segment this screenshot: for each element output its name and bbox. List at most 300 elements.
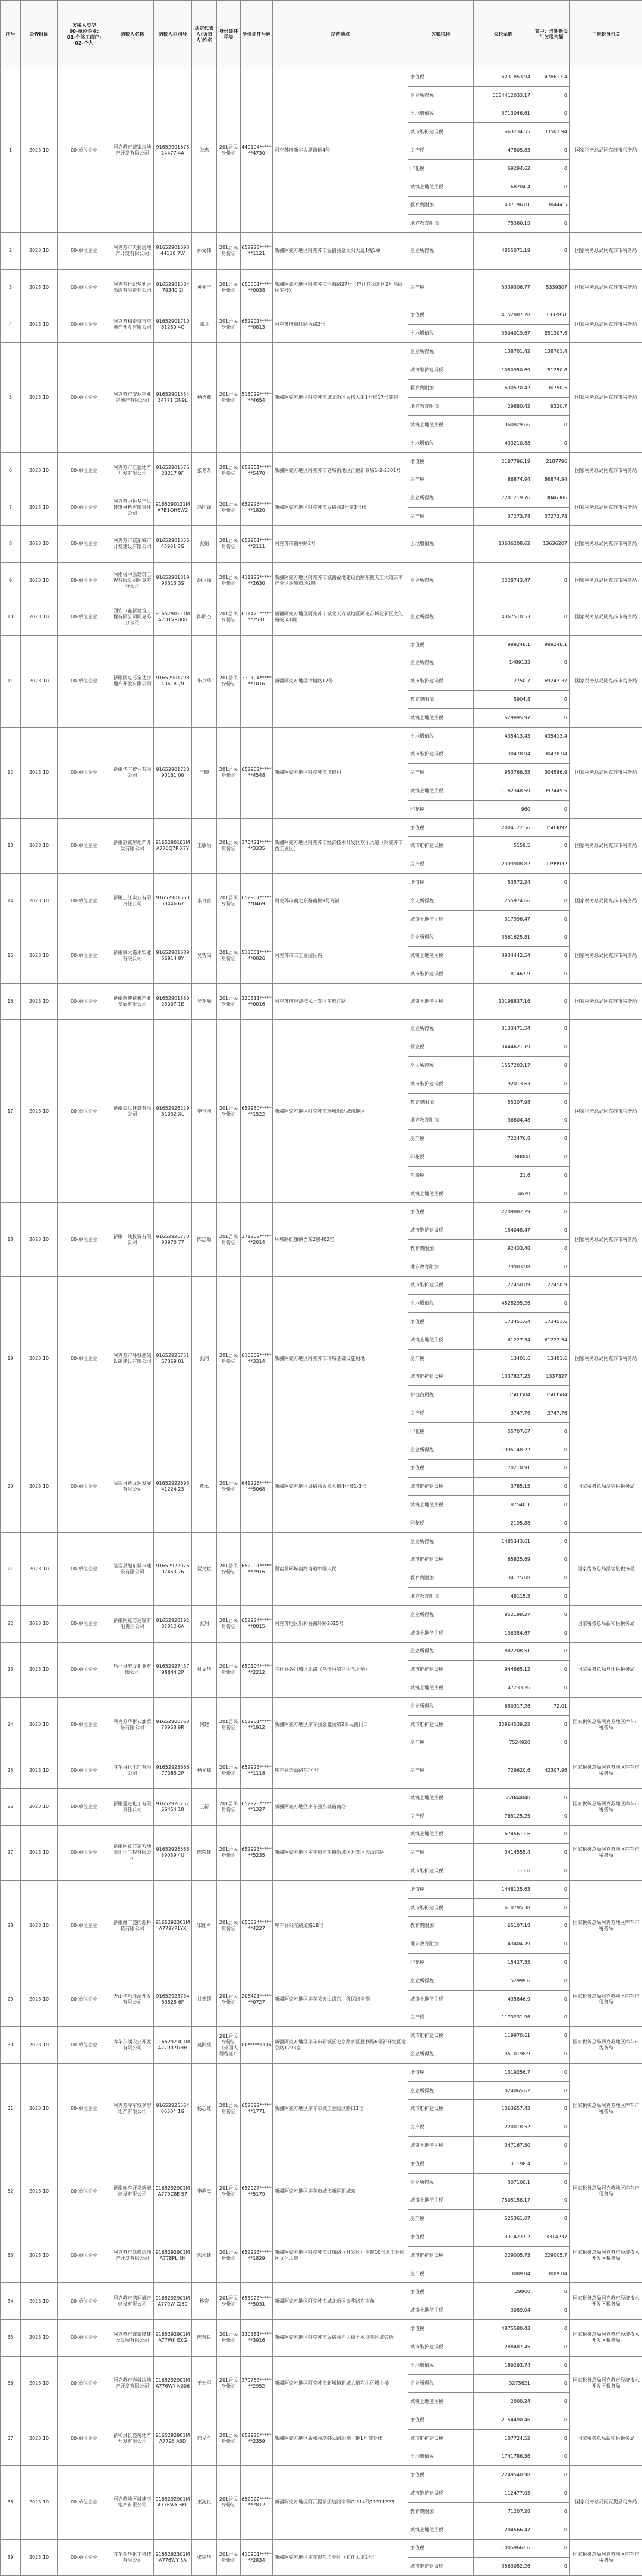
taxpayer-name: 乌什县旅文化业有限公司 [111,1642,154,1697]
taxpayer-id: 9165290157623217 9F [154,452,192,489]
new-arrears-balance: 0 [533,215,570,233]
arrears-balance: 48115.5 [474,1588,533,1606]
taxpayer-name: 新疆盈远建设有限公司 [111,1020,154,1203]
arrears-balance: 173451.64 [474,1313,533,1331]
arrears-balance: 138701.42 [474,342,533,361]
arrears-balance: 10059662.6 [474,2539,533,2558]
taxpayer-id: 9165290172090161 00 [154,727,192,818]
arrears-balance: 3785.15 [474,1478,533,1496]
taxpayer-name: 新疆华丰置业有限公司 [111,727,154,818]
new-arrears-balance: 0 [533,1130,570,1148]
legal-representative: 郭龙 [192,306,217,343]
taxpayer-id: 9165292901MA776WY 6KL [154,2466,192,2539]
taxpayer-name: 西安市鑫新建筑工程有限公司阿克苏分公司 [111,599,154,636]
arrears-balance: 3747.76 [474,1404,533,1423]
announce-date: 2023.10 [21,1020,58,1203]
id-type: 201居民身份证 [217,818,241,873]
arrears-balance: 122450.89 [474,1276,533,1295]
legal-representative: 张翔 [192,1605,217,1642]
arrears-balance: 2209882.29 [474,1203,533,1221]
arrears-balance: 729620.6 [474,1752,533,1789]
arrears-balance: 3414555.4 [474,1844,533,1862]
taxpayer-type: 00-单位企业 [58,1605,111,1642]
legal-representative: 王晓 [192,727,217,818]
arrears-balance: 189293.74 [474,2356,533,2375]
new-arrears-balance: 0 [533,1844,570,1862]
new-arrears-balance: 33502.94 [533,123,570,141]
tax-type: 房产税 [408,2210,474,2228]
new-arrears-balance: 0 [533,1221,570,1240]
taxpayer-id: 9165290155434771 QN9L [154,342,192,452]
id-type: 201居民身份证 [217,525,241,562]
tax-authority: 国家税务总局阿克苏市税务局 [570,489,642,526]
column-header: 纳税人名称 [111,1,154,68]
tax-authority: 国家税务总局阿克苏市税务局 [570,928,642,983]
business-address: 新疆阿克苏地区库车市东工业区（石化大道2号） [273,2539,408,2576]
id-number: 652902*******4548 [241,727,273,818]
business-address: 乌什县各门城区北路（乌什县第三中学北侧） [273,1642,408,1697]
tax-type: 房产税 [408,471,474,489]
arrears-balance: 610795.38 [474,1898,533,1917]
business-address: 新疆阿克苏地区阿克苏市经济技术开发区欢乐大道（阿克苏市西工业区） [273,818,408,873]
row-number: 26 [1,1788,21,1825]
table-row [1,818,642,837]
business-address: 新疆阿克苏地区阿克苏市城南福地建设西路东侧天王大道东南产业区金黑市场2幢 [273,562,408,599]
tax-type: 企业所得税 [408,1642,474,1661]
tax-authority: 国家税务总局阿克苏市税务局 [570,562,642,599]
id-type: 201居民身份证 [217,489,241,526]
business-address: 温宿县环城南路南道中国人民 [273,1532,408,1605]
new-arrears-balance: 0 [533,1898,570,1917]
arrears-balance: 2187796.19 [474,452,533,471]
legal-representative: 张冬升 [192,452,217,489]
new-arrears-balance: 0 [533,1551,570,1569]
new-arrears-balance: 0 [533,2283,570,2301]
arrears-balance: 6231853.94 [474,68,533,87]
new-arrears-balance: 0 [533,1496,570,1514]
business-address: 环城路红旗镇吾东2幢402室 [273,1203,408,1276]
new-arrears-balance: 0 [533,2191,570,2210]
tax-type: 企业所得税 [408,2173,474,2191]
business-address: 新疆阿克苏地区库车市城市新区新城东 [273,2155,408,2228]
tax-type: 企业所得税 [408,233,474,270]
tax-type: 城市维护建设税 [408,2027,474,2045]
arrears-balance: 13401.6 [474,1349,533,1368]
arrears-balance: 55707.67 [474,1422,533,1441]
taxpayer-type: 00-单位企业 [58,727,111,818]
taxpayer-type: 00-单位企业 [58,525,111,562]
taxpayer-type: 00-单位企业 [58,1825,111,1880]
arrears-balance: 86874.94 [474,471,533,489]
announce-date: 2023.10 [21,2539,58,2576]
row-number: 29 [1,1972,21,2026]
table-row [1,1825,642,1844]
column-header: 法定代表人(负责人)姓名 [192,1,217,68]
id-number: 610802*******3314 [241,1276,273,1441]
legal-representative: 王海良 [192,2466,217,2539]
tax-type: 教育费附加 [408,1917,474,1935]
taxpayer-name: 阿克苏和泰城市房地产开发有限公司 [111,306,154,343]
table-row [1,2155,642,2173]
tax-type: 营业税 [408,1038,474,1057]
legal-representative: 冯国锋 [192,489,217,526]
tax-authority: 国家税务总局阿克苏地区库车市税务局 [570,2539,642,2576]
new-arrears-balance: 0 [533,86,570,105]
id-type: 201居民身份证 [217,1825,241,1880]
arrears-balance: 170210.91 [474,1459,533,1478]
id-type: 201居民身份证 [217,1020,241,1203]
table-row [1,1697,642,1715]
announce-date: 2023.10 [21,1203,58,1276]
taxpayer-name: 温宿县旭东城市建设有限公司 [111,1532,154,1605]
taxpayer-id: 9165292301MA779YP1YX [154,1880,192,1972]
new-arrears-balance: 229005.7 [533,2246,570,2265]
id-type: 201居民身份证 [217,983,241,1020]
column-header: 序号 [1,1,21,68]
id-number: 652928*******1121 [241,233,273,270]
taxpayer-id: 9165290156053446 67 [154,874,192,928]
arrears-balance: 3133471.54 [474,1020,533,1038]
new-arrears-balance: 0 [533,1605,570,1624]
row-number: 30 [1,2027,21,2064]
id-number: 206421*******0727 [241,1972,273,2026]
id-type: 201居民身份证 [217,1203,241,1276]
taxpayer-type: 00-单位企业 [58,68,111,233]
tax-authority: 国家税务总局阿克苏市经济技术开发区税务局 [570,2320,642,2357]
announce-date: 2023.10 [21,525,58,562]
taxpayer-id: 9165292901MA778PL 3H [154,2228,192,2283]
new-arrears-balance: 72.01 [533,1697,570,1715]
taxpayer-name: 库车金华化工科技有限公司 [111,2539,154,2576]
new-arrears-balance: 5339307 [533,269,570,306]
row-number: 38 [1,2466,21,2539]
taxpayer-id: 9165290101MA776Q7P X7Y [154,818,192,873]
tax-type: 房产税 [408,2118,474,2137]
arrears-balance: 7201219.76 [474,489,533,508]
business-address: 新疆阿克苏地区阿克苏市红旗路（开发区）南侧10号北工业园区文化大厦 [273,2228,408,2283]
tax-type: 城镇土地使用税 [408,2521,474,2539]
row-number: 17 [1,1020,21,1203]
taxpayer-id: 9165292901MA776WY N006 [154,2356,192,2411]
announce-date: 2023.10 [21,727,58,818]
arrears-balance: 437196.01 [474,196,533,215]
id-number: 652923*******1829 [241,2228,273,2283]
tax-type: 教育费附加 [408,379,474,398]
row-number: 3 [1,269,21,306]
row-number: 27 [1,1825,21,1880]
tax-type: 房产税 [408,1130,474,1148]
id-number: 652923*******1118 [241,1752,273,1789]
id-number: 330381*******3916 [241,2320,273,2357]
business-address: 新疆阿克苏地区新和县塔韩公路北侧一期1号商业楼 [273,2411,408,2466]
row-number: 33 [1,2228,21,2283]
tax-type: 房产税 [408,2008,474,2027]
business-address: 库车县阳光路道路18号 [273,1880,408,1972]
business-address: 新疆阿克苏地区阿克苏市新城镇新城大道东小区城中楼 [273,2356,408,2411]
id-number: 652923*******5235 [241,1825,273,1880]
id-type: 201居民身份证 [217,635,241,727]
announce-date: 2023.10 [21,1532,58,1605]
tax-authority: 国家税务总局新和县税务局 [570,2411,642,2466]
table-row [1,1605,642,1624]
tax-type: 增值税 [408,2539,474,2558]
new-arrears-balance: 0 [533,434,570,452]
table-row [1,1441,642,1459]
announce-date: 2023.10 [21,2063,58,2155]
taxpayer-name: 阿克苏库车城乡房地产有限公司 [111,2063,154,2155]
row-number: 1 [1,68,21,233]
row-number: 10 [1,599,21,636]
arrears-balance: 6745611.6 [474,1825,533,1844]
tax-type: 印花税 [408,1514,474,1532]
taxpayer-name: 新疆一线投资有限公司 [111,1203,154,1276]
tax-type: 城市维护建设税 [408,2338,474,2356]
legal-representative: 孙文伟 [192,233,217,270]
id-number: 652923*******1327 [241,1788,273,1825]
new-arrears-balance: 0 [533,2466,570,2484]
new-arrears-balance: 0 [533,2027,570,2045]
announce-date: 2023.10 [21,2283,58,2320]
new-arrears-balance: 0 [533,2008,570,2027]
new-arrears-balance: 3747.76 [533,1404,570,1423]
id-number: 650001*******0038 [241,269,273,306]
taxpayer-name: 新疆康大嘉水实业有限公司 [111,928,154,983]
tax-authority: 国家税务总局温宿县税务局 [570,1532,642,1605]
new-arrears-balance: 0 [533,2210,570,2228]
tax-type: 教育费附加 [408,196,474,215]
new-arrears-balance: 51250.8 [533,361,570,379]
tax-authority: 国家税务总局阿克苏市税务局 [570,599,642,636]
arrears-balance: 3275621 [474,2375,533,2393]
announce-date: 2023.10 [21,2320,58,2357]
new-arrears-balance: 0 [533,892,570,910]
tax-type: 土地增值税 [408,727,474,745]
legal-representative: 陈春良 [192,2320,217,2357]
table-row [1,1642,642,1661]
tax-authority: 国家税务总局阿克苏市经济技术开发区税务局 [570,2228,642,2283]
business-address: 新疆阿克苏地区库车县东城路商场 [273,1788,408,1825]
arrears-balance: 307100.1 [474,2173,533,2191]
new-arrears-balance: 0 [533,1514,570,1532]
arrears-balance: 630570.42 [474,379,533,398]
tax-type: 企业所得税 [408,1532,474,1551]
id-type: 201居民身份证 [217,1752,241,1789]
arrears-balance: 2154490.46 [474,2411,533,2430]
tax-type: 房产税 [408,1752,474,1789]
new-arrears-balance: 138701.4 [533,342,570,361]
arrears-balance: 10198837.16 [474,983,533,1020]
arrears-balance: 204566.47 [474,2521,533,2539]
id-type: 201居民身份证 [217,2155,241,2228]
legal-representative: 付文华 [192,1642,217,1697]
new-arrears-balance: 0 [533,1935,570,1954]
announce-date: 2023.10 [21,233,58,270]
legal-representative: 杨勇燕 [192,342,217,452]
announce-date: 2023.10 [21,2228,58,2283]
table-row [1,1276,642,1295]
arrears-balance: 1995148.22 [474,1441,533,1459]
arrears-balance: 2228743.47 [474,562,533,599]
new-arrears-balance: 61227.54 [533,1331,570,1349]
taxpayer-type: 00-单位企业 [58,1276,111,1441]
taxpayer-id: 9165292677093970 77 [154,1203,192,1276]
new-arrears-balance: 0 [533,2375,570,2393]
table-row [1,2228,642,2247]
tax-type: 印花税 [408,159,474,178]
tax-authority: 国家税务总局阿克苏市税务局 [570,727,642,818]
new-arrears-balance: 37273.78 [533,508,570,526]
new-arrears-balance: 0 [533,2137,570,2155]
taxpayer-id: 9165292207607453 76 [154,1532,192,1605]
new-arrears-balance: 0 [533,2539,570,2558]
table-row [1,2063,642,2081]
id-type: 201居民身份证 [217,1532,241,1605]
new-arrears-balance: 0 [533,837,570,855]
taxpayer-id: 9165290158479340 2J [154,269,192,306]
id-type: 201居民身份证 [217,562,241,599]
row-number: 36 [1,2356,21,2411]
taxpayer-id: 9165292301MA776WY 5A [154,2539,192,2576]
taxpayer-id: 9165290131MA7D1VRU00 [154,599,192,636]
table-body [1,68,642,2576]
tax-type: 企业所得税 [408,2081,474,2100]
table-row [1,525,642,562]
arrears-balance: 43404.79 [474,1935,533,1954]
taxpayer-id: 9165290168956914 8Y [154,928,192,983]
id-number: 652926*******2359 [241,2411,273,2466]
taxpayer-name: 阿克苏市凯峰房地产开发有限公司 [111,2228,154,2283]
id-type: 201居民身份证 [217,928,241,983]
tax-authority: 国家税务总局阿克苏地区库车市税务局 [570,1972,642,2026]
id-type: 201居民身份证 [217,727,241,818]
tax-type: 城市维护建设税 [408,1551,474,1569]
arrears-balance: 37273.78 [474,508,533,526]
id-type: 201居民身份证 [217,1697,241,1752]
taxpayer-id: 9165292901MA7796 A5D [154,2411,192,2466]
new-arrears-balance: 0 [533,1441,570,1459]
new-arrears-balance: 30750.5 [533,379,570,398]
business-address: 新疆阿克苏地区阿瓦提县团结路南侧G-314线11211223 [273,2466,408,2539]
id-number: 652301*******5470 [241,452,273,489]
new-arrears-balance: 0 [533,1862,570,1881]
tax-type: 城市维护建设税 [408,123,474,141]
tax-type: 地方教育附加 [408,215,474,233]
new-arrears-balance: 0 [533,1734,570,1752]
new-arrears-balance: 435413.4 [533,727,570,745]
arrears-balance: 2195.88 [474,1514,533,1532]
new-arrears-balance: 397449.5 [533,782,570,801]
tax-type: 城镇土地使用税 [408,1185,474,1203]
tax-type: 房产税 [408,1844,474,1862]
tax-type: 增值税 [408,1459,474,1478]
id-number: 513001*******0026 [241,928,273,983]
tax-type: 教育费附加 [408,2502,474,2521]
taxpayer-name: 新疆新迎花机产业发展有限公司 [111,983,154,1020]
table-row [1,2466,642,2484]
table-row [1,1880,642,1898]
taxpayer-name: 库车县化工厂有限公司 [111,1752,154,1789]
tax-type: 企业所得税 [408,1605,474,1624]
taxpayer-id: 9165290179810618 79 [154,635,192,727]
table-row [1,2356,642,2375]
id-type: 201居民身份证 [217,1605,241,1642]
tax-type: 城镇土地使用税 [408,983,474,1020]
new-arrears-balance: 0 [533,1532,570,1551]
tax-type: 房产税 [408,1404,474,1423]
row-number: 20 [1,1441,21,1532]
tax-type: 房产税 [408,855,474,874]
arrears-balance: 29680.42 [474,398,533,416]
business-address: 阿克苏市二工业园区内 [273,928,408,983]
arrears-balance: 953766.55 [474,764,533,782]
table-row [1,342,642,361]
arrears-balance: 1489133 [474,654,533,672]
new-arrears-balance: 0 [533,1258,570,1276]
arrears-balance: 71207.28 [474,2502,533,2521]
arrears-balance: 1024065.62 [474,2081,533,2100]
tax-type: 企业所得税 [408,599,474,636]
tax-type: 企业所得税 [408,342,474,361]
taxpayer-type: 00-单位企业 [58,452,111,489]
taxpayer-name: 阿克苏市诚东城市开发建设有限公司 [111,525,154,562]
tax-authority: 国家税务总局阿克苏市税务局 [570,233,642,270]
taxpayer-name: 温宿县新龙运发展有限公司 [111,1441,154,1532]
new-arrears-balance: 3089.04 [533,2265,570,2283]
taxpayer-name: 阿克苏市春城房地产开发有限公司 [111,2356,154,2411]
tax-type: 地方教育附加 [408,1935,474,1954]
taxpayer-type: 00-单位企业 [58,489,111,526]
id-number: 641226*******5068 [241,1441,273,1532]
business-address: 新疆阿克苏地区阿克苏市温宿县2号镇3号楼 [273,489,408,526]
taxpayer-id: 9165292745798644 2P [154,1642,192,1697]
table-row [1,489,642,508]
id-type: 201居民身份证 [217,2320,241,2357]
arrears-balance: 1182348.59 [474,782,533,801]
table-row [1,1972,642,1990]
tax-authority: 国家税务总局阿克苏地区库车市税务局 [570,1788,642,1825]
taxpayer-name: 阿克苏世纪华利大酒店有限责任公司 [111,269,154,306]
new-arrears-balance: 0 [533,1807,570,1825]
arrears-balance: 435846.9 [474,1990,533,2008]
id-type: 201居民身份证 [217,1441,241,1532]
taxpayer-type: 00-单位企业 [58,269,111,306]
arrears-balance: 1319256.7 [474,2063,533,2081]
arrears-balance: 29900 [474,2283,533,2301]
new-arrears-balance: 0 [533,1038,570,1057]
id-type: 201居民身份证 [217,269,241,306]
business-address: 新疆阿克苏地区库车市新城区北京路乡区胜利路6号新开发区北京路1203室 [273,2027,408,2064]
taxpayer-id: 9165292675167369 01 [154,1276,192,1441]
id-number: 652922*******2812 [241,2466,273,2539]
taxpayer-name: 阿克苏市环城基础设施建设有限公司 [111,1276,154,1441]
arrears-balance: 3089.04 [474,2265,533,2283]
arrears-balance: 680317.26 [474,1697,533,1715]
taxpayer-id: 9165292901MA779C8E 57 [154,2155,192,2228]
business-address: 阿克苏市南环路西路2号 [273,306,408,343]
tax-type: 城市维护建设税 [408,1715,474,1734]
table-row [1,1788,642,1807]
tax-type: 房产税 [408,1349,474,1368]
tax-type: 增值税 [408,68,474,87]
tax-authority: 国家税务总局阿克苏市税务局 [570,269,642,306]
arrears-balance: 136354.67 [474,1624,533,1642]
tax-type: 增值税 [408,2411,474,2430]
new-arrears-balance: 478613.4 [533,68,570,87]
arrears-balance: 65107.18 [474,1917,533,1935]
taxpayer-id: 9165290155645901 3G [154,525,192,562]
arrears-balance: 722476.8 [474,1130,533,1148]
tax-type: 城镇土地使用税 [408,708,474,727]
